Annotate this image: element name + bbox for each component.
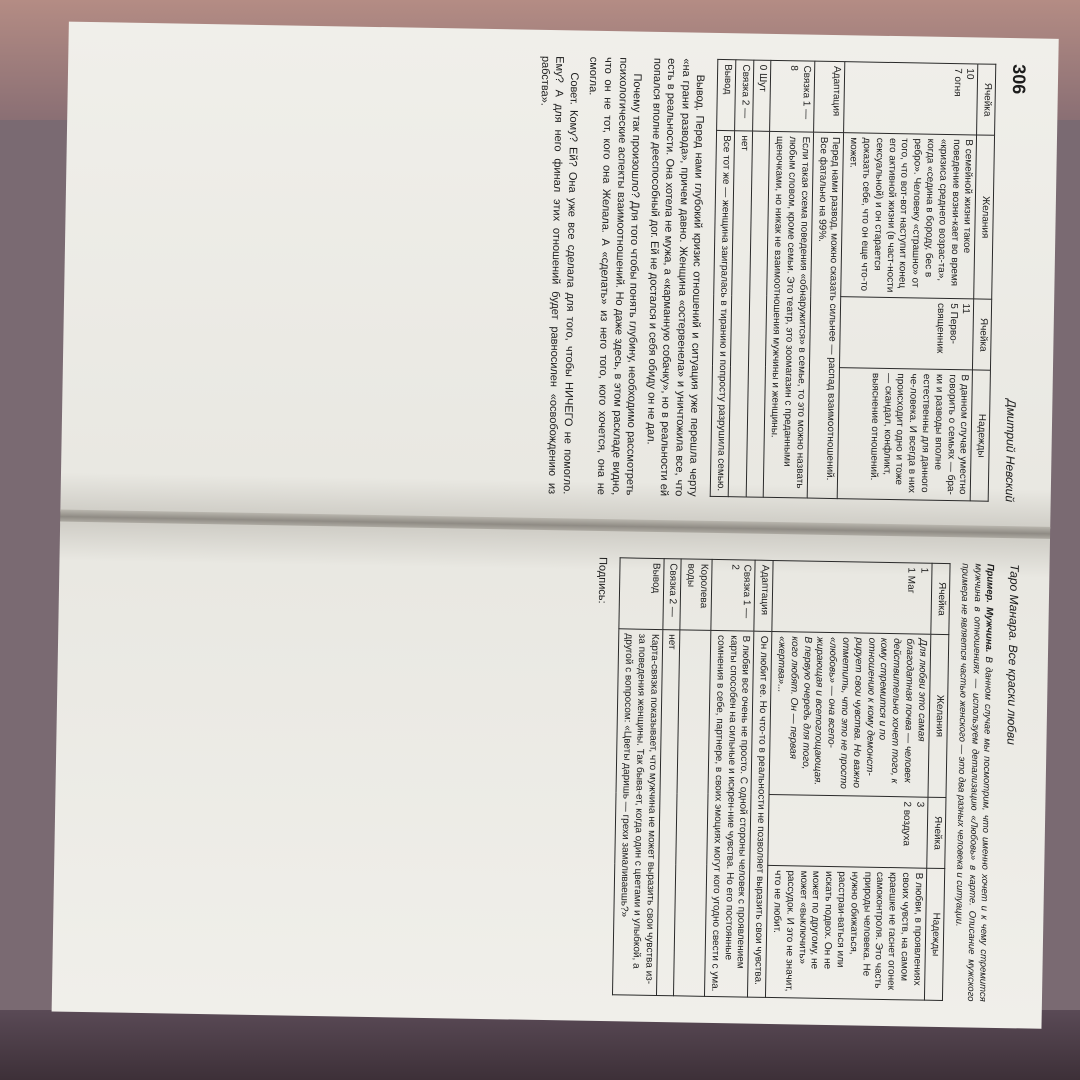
author-name: Дмитрий Невский <box>1002 399 1019 503</box>
row-text: Карта-связка показывает, что мужчина не может выразить свои чувства из-за поведения женщины. Так быва-ет, когда один с цветами и улыбкой, а другой с вопросом: «Цветы даришь — грехи замаливаешь?» <box>613 629 663 996</box>
running-head-307 <box>998 564 1021 1002</box>
row-text: Он любит ее. Но что-то в реальности не позволяет выразить свои чувства. <box>748 631 772 997</box>
header-hopes: Надежды <box>971 370 991 501</box>
cell-number: 3 2 воздуха <box>768 794 928 868</box>
row-text: нет <box>728 131 752 497</box>
book-spread <box>31 21 1058 1048</box>
book-title: Таро Манара. Все краски любви <box>1004 564 1022 745</box>
header-cell: Ячейка <box>977 64 996 135</box>
signature-line <box>588 557 610 995</box>
row-text: Если такая схема поведения «обнаружится» в семье, то это можно назвать любым словом, кроме семьи. Это театр, это зоомагазин с преданными щеночками, но никак не взаимоотношения мужчины и женщины. <box>764 131 814 498</box>
row-text <box>674 630 711 996</box>
table-row <box>764 60 815 498</box>
desires-hopes-table-2 <box>612 557 950 1001</box>
row-label: Адаптация <box>754 560 773 631</box>
example-intro <box>951 563 996 1002</box>
paragraph-why: Почему так произошло? Для того чтобы понять глубину, необходимо рассмотреть психологические аспекты взаимоотношений. Но даже здесь, в этом раскладе видно, что он не тот, кого она Желала. А «сделать» из него того, кого хочется, она не смогла. <box>587 56 644 496</box>
row-text: В любви все очень не просто. С одной стороны человек с проявлением карты способен на сильные и искрен-ние чувства. Но его постоянные сомнения в себе, партнере, в своих эмоциях могут кого угодно свести с ума. <box>705 630 755 997</box>
paragraph-conclusion: Вывод. Перед нами глубокий кризис отношений и ситуация уже перешла черту «на грани развода», причем давно. Женщина «остервенела» и уничтожила все, что есть в реальности. Она хотела не мужа, а «карманную собачку», но в реальности ей попался вполне дееспособный дог. Ей не достался и себя обиду он не дал. <box>644 57 707 497</box>
row-text: Все тот же — женщина заигралась в тиранию и попросту разрушила семью. <box>710 130 734 496</box>
header-desires: Желания <box>974 135 995 299</box>
row-text: Перед нами развод, можно сказать сильнее — распад взаимоотношений. Все фатально на 99%. <box>807 132 844 498</box>
example-lead: Пример. Мужчина. <box>983 563 996 653</box>
row-label: Связка 1 — 8 <box>770 60 815 132</box>
example-text: В данном случае мы посмотрим, что именно хочет и к чему стремится мужчина в отношениях — используем детализацию «Любовь» в карте. Описание мужского примера не является частью женского — это два разных человека и ситуации. <box>953 563 995 1002</box>
table-row <box>613 558 664 996</box>
table-row <box>838 62 979 501</box>
row-label: Связка 1 — 2 <box>711 559 756 631</box>
desire-text: В семейной жизни такое поведение возни-кает во время «кризиса среднего возрас-та», когда «седина в бороду, бес в ребро». Человеку «страшно» от того, что вот-вот наступит конец его активной жизни (в част-ности сексуальной) и он старается доказать себе, что он еще что-то может. <box>841 133 977 299</box>
cell-number: 10 7 огня <box>844 62 978 135</box>
row-label: Связка 2 — <box>663 559 682 630</box>
hope-text: В данном случае уместно говорить о семьях — бра-ки и разводы вполне естественны для данного че-ловека. И всегда в них происходит одно и тоже — скандал, конфликт, выяснение отношений. <box>838 368 973 501</box>
row-label: 0 Шут <box>752 60 771 131</box>
running-head-306 <box>999 64 1030 502</box>
header-desires: Желания <box>928 634 949 797</box>
header-cell: Ячейка <box>931 563 950 634</box>
row-label: Адаптация <box>813 61 845 133</box>
table-row <box>766 560 932 1000</box>
row-label: Вывод <box>619 558 664 630</box>
page-306 <box>60 22 1058 529</box>
page-307 <box>52 522 1050 1029</box>
signature-label: Подпись: <box>596 556 609 604</box>
header-hopes: Надежды <box>924 868 944 1000</box>
header-cell: Ячейка <box>973 299 992 370</box>
paragraph-advice: Совет. Кому? Ей? Она уже все сделала для того, чтобы НИЧЕГО не помогло. Ему? А для него финал этих отношений будет равносилен «освобождению из рабства». <box>538 55 581 495</box>
header-cell: Ячейка <box>927 797 946 868</box>
desires-hopes-table-1 <box>710 59 997 502</box>
page-number: 306 <box>1008 64 1030 95</box>
table-row <box>705 559 756 997</box>
cell-number: 1 1 Маг <box>772 560 932 634</box>
row-label: Королева воды <box>680 559 712 631</box>
row-label: Связка 2 — <box>734 60 753 131</box>
row-text: нет <box>656 630 680 996</box>
desire-text: Для любви это самая благодатная почва — человек действительно хочет того, к кому стремится и по отношению к кому демонст-рирует свои чувства. Но важно отметить, что это не просто «любовь» — она всепо-жирающая и всепоглощающая. В первую очередь для того, кого любят. Он — первая «жертва»... <box>769 631 930 797</box>
cell-number: 11 5 Перво-священник <box>840 297 974 370</box>
hope-text: В любви, в проявлениях своих чувств, на самом краешке не гаснет огонек самоконтроля. Это часть природы человека. Не нужно обижаться, расстраи-ваться или искать подвох. Он не может по другому, не может «выключить» рассудок. И это не значит, что не любит. <box>766 865 927 1000</box>
row-label: Вывод <box>717 59 736 130</box>
